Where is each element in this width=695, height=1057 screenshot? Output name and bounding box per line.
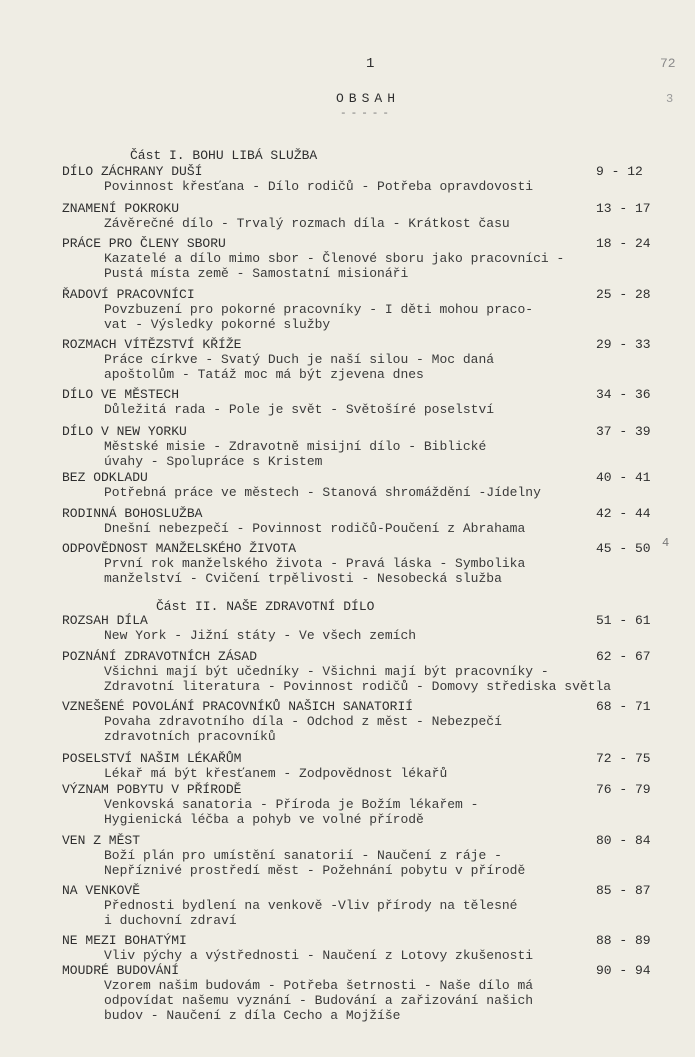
- toc-entry-description: manželství - Cvičení trpělivosti - Nesobecká služba: [104, 571, 502, 586]
- toc-entry-pages: 85 - 87: [596, 883, 651, 898]
- toc-entry-description: První rok manželského života - Pravá láska - Symbolika: [104, 556, 526, 571]
- toc-entry-pages: 72 - 75: [596, 751, 651, 766]
- heading-rule: -----: [340, 108, 394, 120]
- toc-entry-description: Dnešní nebezpečí - Povinnost rodičů-Poučení z Abrahama: [104, 521, 526, 536]
- toc-entry-description: Vzorem našim budovám - Potřeba šetrnosti - Naše dílo má: [104, 978, 534, 993]
- toc-entry-title: RODINNÁ BOHOSLUŽBA: [62, 506, 203, 521]
- toc-entry-description: Potřebná práce ve městech - Stanová shromáždění -Jídelny: [104, 485, 541, 500]
- toc-entry-title: NE MEZI BOHATÝMI: [62, 933, 187, 948]
- toc-entry-pages: 88 - 89: [596, 933, 651, 948]
- corner-mark-2: 3: [666, 92, 674, 106]
- toc-entry-description: New York - Jižní státy - Ve všech zemích: [104, 628, 417, 643]
- toc-entry-description: Pustá místa země - Samostatní misionáři: [104, 266, 409, 281]
- toc-entry-title: VÝZNAM POBYTU V PŘÍRODĚ: [62, 782, 242, 797]
- toc-entry-title: ODPOVĚDNOST MANŽELSKÉHO ŽIVOTA: [62, 541, 297, 556]
- toc-entry-description: odpovídat našemu vyznání - Budování a zařizování našich: [104, 993, 534, 1008]
- toc-entry-title: POSELSTVÍ NAŠIM LÉKAŘŮM: [62, 751, 242, 766]
- toc-entry-title: DÍLO ZÁCHRANY DUŠÍ: [62, 164, 203, 179]
- toc-entry-title: VZNEŠENÉ POVOLÁNÍ PRACOVNÍKŮ NAŠICH SANATORIÍ: [62, 699, 414, 714]
- toc-entry-pages: 34 - 36: [596, 387, 651, 402]
- toc-entry-pages: 18 - 24: [596, 236, 651, 251]
- toc-entry-title: PRÁCE PRO ČLENY SBORU: [62, 236, 226, 251]
- toc-entry-description: Všichni mají být učedníky - Všichni mají být pracovníky -: [104, 664, 549, 679]
- page-number: 1: [366, 56, 375, 72]
- toc-entry-title: ŘADOVÍ PRACOVNÍCI: [62, 287, 195, 302]
- side-mark: 4: [662, 536, 670, 550]
- toc-entry-title: DÍLO V NEW YORKU: [62, 424, 187, 439]
- toc-entry-description: Povzbuzení pro pokorné pracovníky - I děti mohou praco-: [104, 302, 534, 317]
- toc-entry-title: ROZMACH VÍTĚZSTVÍ KŘÍŽE: [62, 337, 242, 352]
- toc-entry-pages: 40 - 41: [596, 470, 651, 485]
- toc-entry-pages: 29 - 33: [596, 337, 651, 352]
- toc-entry-pages: 13 - 17: [596, 201, 651, 216]
- toc-entry-pages: 76 - 79: [596, 782, 651, 797]
- toc-entry-description: vat - Výsledky pokorné služby: [104, 317, 331, 332]
- toc-entry-pages: 68 - 71: [596, 699, 651, 714]
- part-one-heading: Část I. BOHU LIBÁ SLUŽBA: [130, 148, 318, 163]
- toc-entry-title: MOUDRÉ BUDOVÁNÍ: [62, 963, 180, 978]
- toc-entry-description: Závěrečné dílo - Trvalý rozmach díla - Krátkost času: [104, 216, 510, 231]
- toc-entry-description: Přednosti bydlení na venkově -Vliv přírody na tělesné: [104, 898, 518, 913]
- toc-entry-title: POZNÁNÍ ZDRAVOTNÍCH ZÁSAD: [62, 649, 258, 664]
- toc-entry-description: Venkovská sanatoria - Příroda je Božím lékařem -: [104, 797, 479, 812]
- toc-entry-description: budov - Naučení z díla Cecho a Mojžíše: [104, 1008, 401, 1023]
- toc-entry-title: VEN Z MĚST: [62, 833, 141, 848]
- toc-entry-description: i duchovní zdraví: [104, 913, 237, 928]
- toc-entry-title: BEZ ODKLADU: [62, 470, 148, 485]
- toc-entry-pages: 80 - 84: [596, 833, 651, 848]
- toc-entry-pages: 51 - 61: [596, 613, 651, 628]
- toc-entry-description: Městské misie - Zdravotně misijní dílo - Biblické: [104, 439, 487, 454]
- toc-entry-title: NA VENKOVĚ: [62, 883, 141, 898]
- toc-entry-pages: 9 - 12: [596, 164, 643, 179]
- toc-entry-pages: 90 - 94: [596, 963, 651, 978]
- corner-mark: 72: [660, 56, 676, 71]
- toc-entry-pages: 37 - 39: [596, 424, 651, 439]
- toc-entry-pages: 42 - 44: [596, 506, 651, 521]
- toc-entry-description: Nepříznivé prostředí měst - Požehnání pobytu v přírodě: [104, 863, 526, 878]
- toc-entry-description: úvahy - Spolupráce s Kristem: [104, 454, 323, 469]
- toc-entry-description: Zdravotní literatura - Povinnost rodičů - Domovy střediska světla: [104, 679, 612, 694]
- toc-entry-description: Povinnost křesťana - Dílo rodičů - Potřeba opravdovosti: [104, 179, 534, 194]
- toc-entry-description: Důležitá rada - Pole je svět - Světošíré poselství: [104, 402, 495, 417]
- toc-entry-title: ROZSAH DÍLA: [62, 613, 148, 628]
- toc-entry-description: Vliv pýchy a výstřednosti - Naučení z Lotovy zkušenosti: [104, 948, 534, 963]
- toc-entry-description: zdravotních pracovníků: [104, 729, 276, 744]
- part-two-heading: Část II. NAŠE ZDRAVOTNÍ DÍLO: [156, 599, 375, 614]
- toc-entry-description: apoštolům - Tatáž moc má být zjevena dnes: [104, 367, 424, 382]
- toc-heading: OBSAH: [336, 91, 401, 106]
- toc-entry-description: Povaha zdravotního díla - Odchod z měst - Nebezpečí: [104, 714, 502, 729]
- toc-entry-title: ZNAMENÍ POKROKU: [62, 201, 180, 216]
- toc-entry-description: Kazatelé a dílo mimo sbor - Členové sboru jako pracovníci -: [104, 251, 565, 266]
- toc-entry-pages: 45 - 50: [596, 541, 651, 556]
- toc-entry-description: Lékař má být křesťanem - Zodpovědnost lékařů: [104, 766, 448, 781]
- toc-entry-description: Boží plán pro umístění sanatorií - Naučení z ráje -: [104, 848, 502, 863]
- toc-entry-pages: 62 - 67: [596, 649, 651, 664]
- toc-entry-pages: 25 - 28: [596, 287, 651, 302]
- toc-entry-description: Práce církve - Svatý Duch je naší silou - Moc daná: [104, 352, 495, 367]
- toc-entry-title: DÍLO VE MĚSTECH: [62, 387, 180, 402]
- toc-entry-description: Hygienická léčba a pohyb ve volné přírodě: [104, 812, 424, 827]
